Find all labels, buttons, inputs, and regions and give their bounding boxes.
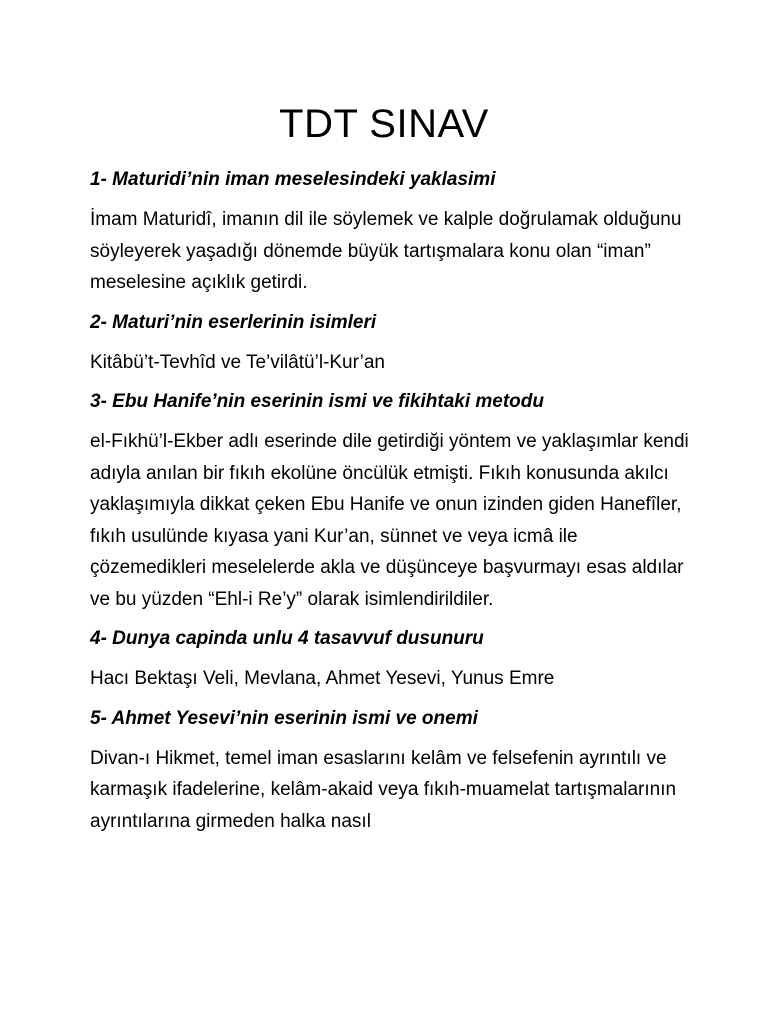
- answer-paragraph: Divan-ı Hikmet, temel iman esaslarını kelâm ve felsefenin ayrıntılı ve karmaşık ifadelerine, kelâm-akaid veya fıkıh-muamelat tartışmalarının ayrıntılarına girmeden halka nasıl: [90, 747, 677, 832]
- document-title: TDT SINAV: [279, 102, 489, 146]
- section-5: [90, 705, 690, 838]
- question-heading: 5- Ahmet Yesevi’nin eserinin ismi ve onemi: [90, 707, 478, 729]
- document-body: [90, 166, 690, 847]
- question-heading: 1- Maturidi’nin iman meselesindeki yaklasimi: [90, 169, 496, 190]
- answer-paragraph: Kitâbü’t-Tevhîd ve Te’vilâtü’l-Kur’an: [90, 351, 386, 373]
- section-4: [90, 625, 690, 695]
- question-heading: 3- Ebu Hanife’nin eserinin ismi ve fikihtaki metodu: [90, 391, 544, 412]
- answer-paragraph: el-Fıkhü’l-Ekber adlı eserinde dile getirdiği yöntem ve yaklaşımlar kendi adıyla anılan bir fıkıh ekolüne öncülük etmişti. Fıkıh konusunda akılcı yaklaşımıyla dikkat çeken Ebu Hanife ve onun izinden giden Hanefîler, fıkıh usulünde kıyasa yani Kur’an, sünnet ve veya icmâ ile çözemedikleri meselelerde akla ve düşünceye başvurmayı esas aldılar ve bu yüzden “Ehl-i Re’y” olarak isimlendirildiler.: [90, 431, 689, 610]
- section-3: [90, 388, 690, 615]
- answer-paragraph: Hacı Bektaşı Veli, Mevlana, Ahmet Yesevi, Yunus Emre: [90, 668, 555, 689]
- answer-paragraph: İmam Maturidî, imanın dil ile söylemek ve kalple doğrulamak olduğunu söyleyerek yaşadığı dönemde büyük tartışmalara konu olan “iman” meselesine açıklık getirdi.: [90, 209, 682, 293]
- question-heading: 2- Maturi’nin eserlerinin isimleri: [90, 311, 377, 333]
- question-heading: 4- Dunya capinda unlu 4 tasavvuf dusunuru: [90, 628, 484, 649]
- section-1: [90, 166, 690, 299]
- section-2: [90, 309, 690, 379]
